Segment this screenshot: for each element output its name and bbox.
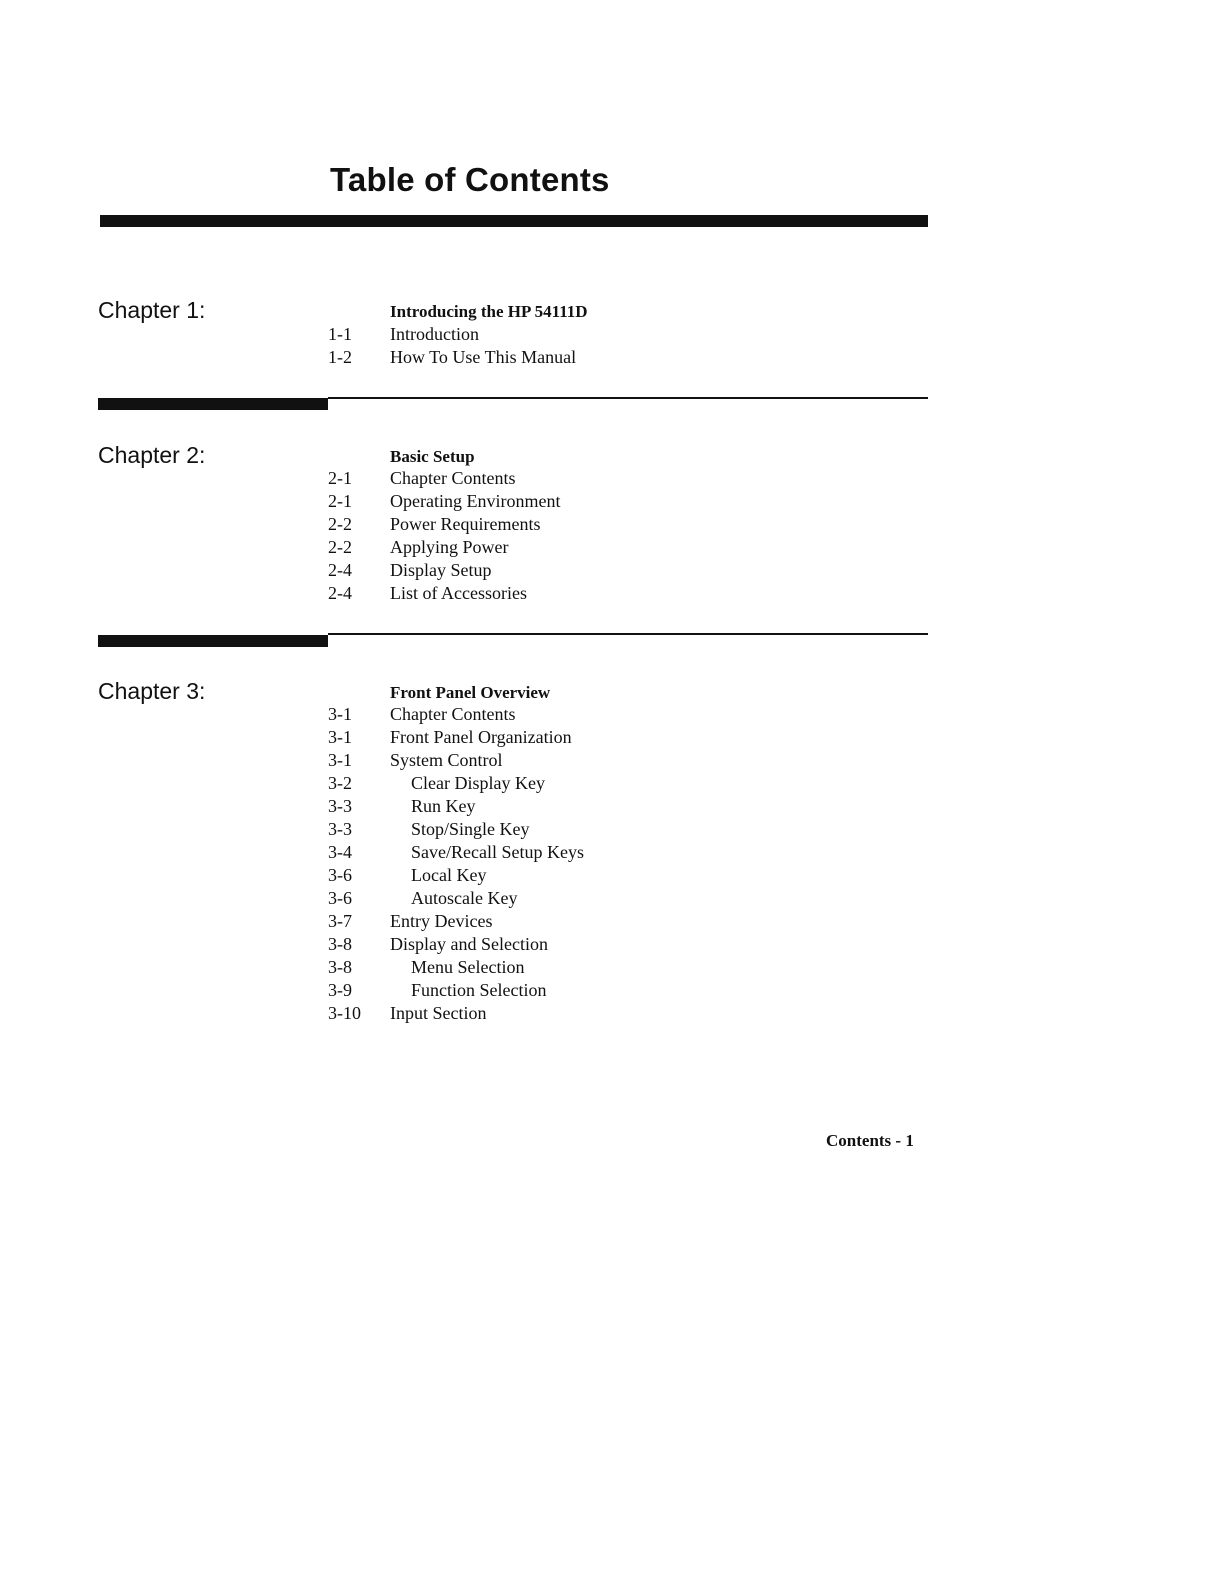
entry-title: Operating Environment [390, 491, 561, 511]
entry-title: Stop/Single Key [411, 819, 530, 839]
toc-entry[interactable] [328, 910, 584, 933]
chapter-1-label: Chapter 1: [98, 297, 206, 323]
entry-page-number: 3-6 [328, 865, 352, 885]
entry-title: Clear Display Key [411, 773, 545, 793]
entry-page-number: 3-3 [328, 819, 352, 839]
toc-entry[interactable] [328, 703, 584, 726]
entry-page-number: 2-1 [328, 491, 352, 511]
entry-page-number: 2-2 [328, 514, 352, 534]
entry-title: Entry Devices [390, 911, 493, 931]
entry-page-number: 3-1 [328, 750, 352, 770]
entry-page-number: 3-1 [328, 727, 352, 747]
toc-entry[interactable] [328, 490, 560, 513]
entry-title: Introduction [390, 324, 479, 344]
chapter-3-heading: Front Panel Overview [390, 683, 551, 702]
entry-page-number: 3-8 [328, 934, 352, 954]
chapter-divider-thin [328, 397, 928, 399]
toc-entry[interactable] [328, 864, 584, 887]
entry-title: Local Key [411, 865, 487, 885]
entry-page-number: 3-6 [328, 888, 352, 908]
entry-page-number: 3-3 [328, 796, 352, 816]
toc-entry[interactable] [328, 933, 584, 956]
entry-page-number: 3-2 [328, 773, 352, 793]
toc-entry[interactable] [328, 979, 584, 1002]
toc-entry[interactable] [328, 818, 584, 841]
toc-entry[interactable] [328, 346, 576, 369]
toc-entry[interactable] [328, 559, 560, 582]
entry-page-number: 2-2 [328, 537, 352, 557]
entry-page-number: 3-1 [328, 704, 352, 724]
entry-title: System Control [390, 750, 503, 770]
toc-entry[interactable] [328, 467, 560, 490]
toc-entry[interactable] [328, 323, 576, 346]
chapter-2-entries [328, 467, 560, 605]
entry-title: Front Panel Organization [390, 727, 572, 747]
chapter-2-heading: Basic Setup [390, 447, 475, 466]
chapter-1-heading: Introducing the HP 54111D [390, 302, 588, 321]
entry-page-number: 3-7 [328, 911, 352, 931]
entry-page-number: 1-2 [328, 347, 352, 367]
toc-entry[interactable] [328, 726, 584, 749]
toc-entry[interactable] [328, 1002, 584, 1025]
entry-title: Autoscale Key [411, 888, 518, 908]
entry-title: Display Setup [390, 560, 492, 580]
entry-title: List of Accessories [390, 583, 527, 603]
entry-page-number: 3-9 [328, 980, 352, 1000]
toc-entry[interactable] [328, 956, 584, 979]
entry-page-number: 3-8 [328, 957, 352, 977]
toc-entry[interactable] [328, 536, 560, 559]
entry-page-number: 3-10 [328, 1003, 361, 1023]
entry-title: Applying Power [390, 537, 509, 557]
entry-title: Save/Recall Setup Keys [411, 842, 584, 862]
toc-entry[interactable] [328, 582, 560, 605]
toc-entry[interactable] [328, 749, 584, 772]
title-rule [100, 215, 928, 227]
toc-entry[interactable] [328, 795, 584, 818]
page-footer: Contents - 1 [826, 1131, 914, 1150]
entry-title: Chapter Contents [390, 468, 516, 488]
toc-entry[interactable] [328, 513, 560, 536]
toc-entry[interactable] [328, 887, 584, 910]
entry-page-number: 2-4 [328, 560, 352, 580]
chapter-3-entries [328, 703, 584, 1025]
entry-title: Chapter Contents [390, 704, 516, 724]
chapter-2-label: Chapter 2: [98, 442, 206, 468]
entry-page-number: 2-1 [328, 468, 352, 488]
entry-title: Display and Selection [390, 934, 548, 954]
toc-entry[interactable] [328, 772, 584, 795]
chapter-divider-thin [328, 633, 928, 635]
entry-page-number: 1-1 [328, 324, 352, 344]
entry-page-number: 2-4 [328, 583, 352, 603]
chapter-1-entries [328, 323, 576, 369]
chapter-divider-thick [98, 635, 328, 647]
entry-title: Menu Selection [411, 957, 525, 977]
entry-title: Power Requirements [390, 514, 541, 534]
entry-page-number: 3-4 [328, 842, 352, 862]
entry-title: Input Section [390, 1003, 487, 1023]
entry-title: Function Selection [411, 980, 547, 1000]
chapter-divider-thick [98, 398, 328, 410]
entry-title: How To Use This Manual [390, 347, 577, 367]
chapter-3-label: Chapter 3: [98, 678, 206, 704]
page-title: Table of Contents [330, 161, 610, 198]
entry-title: Run Key [411, 796, 476, 816]
toc-entry[interactable] [328, 841, 584, 864]
